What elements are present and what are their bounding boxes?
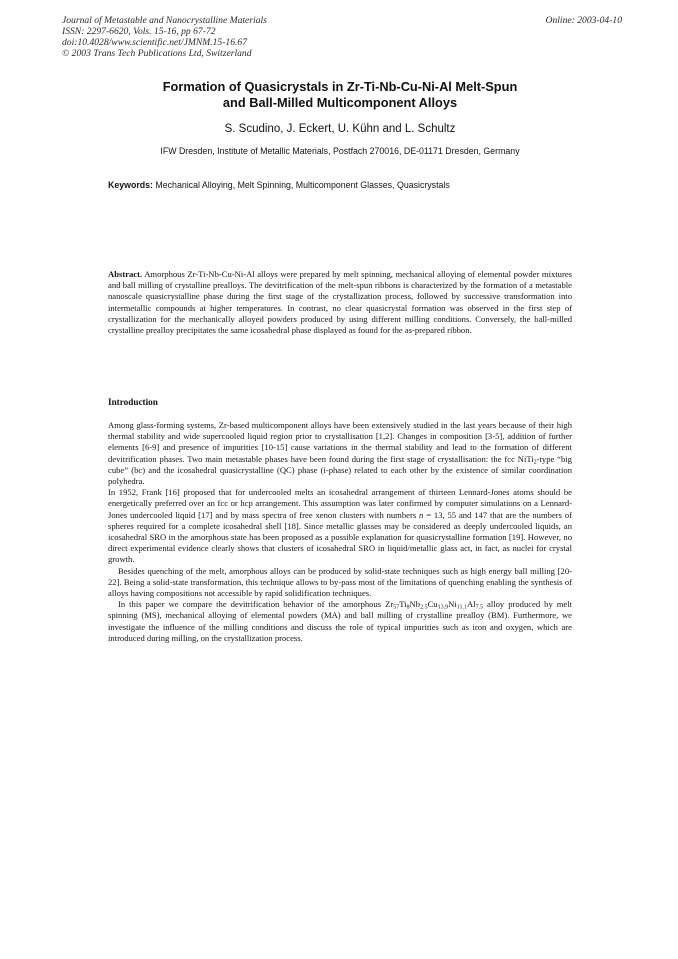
formula-element: Zr bbox=[385, 599, 394, 610]
formula-subscript: 7.5 bbox=[475, 604, 484, 611]
journal-line: Journal of Metastable and Nanocrystalline Materials bbox=[62, 15, 267, 26]
journal-info bbox=[62, 15, 462, 59]
abstract-label: Abstract. bbox=[108, 269, 143, 279]
alloy-formula bbox=[385, 599, 483, 609]
journal-line: © 2003 Trans Tech Publications Ltd, Switzerland bbox=[62, 48, 252, 59]
paragraph bbox=[108, 420, 572, 487]
abstract-text: Amorphous Zr-Ti-Nb-Cu-Ni-Al alloys were prepared by melt spinning, mechanical alloying of elemental powder mixtures and ball milling of crystalline prealloys. The devitrification of the melt-spun ribbons is characterized by the formation of a metastable nanoscale quasicrystalline phase during the first stage of the crystallization process, followed by successive transformation into intermetallic compounds at higher temperatures. In contrast, no clear quasicrystal formation was observed in the first step of crystallization for the mechanically alloyed powders produced by using different milling conditions. Conversely, the ball-milled crystalline prealloy precipitates the same icosahedral phase displayed as found for the as-prepared ribbon. bbox=[108, 269, 572, 336]
formula-element: Cu bbox=[427, 599, 438, 610]
paragraph-text: -type “big cube” (bc) and the icosahedral quasicrystalline (QC) phase (i-phase) related to each other by the existence of similar coordination polyhedra. bbox=[108, 453, 572, 487]
section-heading: Introduction bbox=[108, 397, 158, 407]
affiliation: IFW Dresden, Institute of Metallic Materials, Postfach 270016, DE-01171 Dresden, Germany bbox=[160, 146, 520, 156]
journal-line: ISSN: 2297-6620, Vols. 15-16, pp 67-72 bbox=[62, 26, 216, 37]
paragraph bbox=[108, 487, 572, 565]
paragraph-text: In this paper we compare the devitrification behavior of the amorphous bbox=[118, 599, 386, 610]
paper-title bbox=[70, 79, 610, 110]
keywords-label: Keywords: bbox=[108, 180, 153, 190]
formula-element: Ti bbox=[399, 599, 407, 610]
formula-subscript: 2.5 bbox=[420, 604, 428, 611]
authors: S. Scudino, J. Eckert, U. Kühn and L. Schultz bbox=[224, 123, 456, 135]
formula-subscript: 8 bbox=[406, 604, 410, 611]
abstract bbox=[108, 269, 572, 336]
paragraph-text: alloy produced by melt spinning (MS), mechanical alloying of elemental powders (MA) and ball milling of crystalline prealloy (BM). Furthermore, we investigate the influence of the milling conditions and discuss the role of typical impurities such as iron and oxygen, which are introduced during milling, on the crystallization process. bbox=[108, 599, 572, 643]
journal-line: doi:10.4028/www.scientific.net/JMNM.15-16.67 bbox=[62, 37, 248, 48]
formula-element: Ni bbox=[448, 599, 457, 610]
paragraph bbox=[108, 566, 572, 600]
formula-subscript: 57 bbox=[393, 604, 400, 611]
formula-subscript: 11.1 bbox=[456, 604, 467, 611]
title-line: Formation of Quasicrystals in Zr-Ti-Nb-Cu-Ni-Al Melt-Spun bbox=[162, 79, 518, 94]
title-line: and Ball-Milled Multicomponent Alloys bbox=[222, 94, 458, 110]
keywords bbox=[108, 180, 608, 191]
paragraph-text: In 1952, Frank [16] proposed that for undercooled melts an icosahedral arrangement of thirteen Lennard-Jones atoms should be energetically preferred over an fcc or hcp arrangement. This assumption was later confirmed by computer simulations on a Lennard-Jones undercooled liquid [17] and by mass spectra of free xenon clusters with numbers bbox=[108, 487, 572, 520]
paragraph bbox=[108, 599, 572, 644]
keywords-list: Mechanical Alloying, Melt Spinning, Multicomponent Glasses, Quasicrystals bbox=[152, 180, 450, 190]
paragraph-text: Besides quenching of the melt, amorphous alloys can be produced by solid-state techniques such as high energy ball milling [20-22]. Being a solid-state transformation, this technique allows to by-pass most of the limitations of quenching enabling the synthesis of alloys having compositions not accessible by rapid solidification techniques. bbox=[108, 565, 572, 599]
formula-element: Nb bbox=[409, 599, 421, 610]
paragraph-text: Among glass-forming systems, Zr-based multicomponent alloys have been extensively studied in the last years because of their high thermal stability and wide supercooled liquid region prior to crystallisation [1,2]. Changes in composition [3-5], addition of further elements [6-9] and presence of impurities [10-15] cause variations in the thermal stability and lead to the formation of different devitrification phases. Two main metastable phases have been found during the first stage of crystallisation: the fcc NiTi bbox=[108, 420, 572, 464]
math-variable: n bbox=[419, 509, 424, 520]
introduction-body bbox=[108, 420, 572, 644]
online-date: Online: 2003-04-10 bbox=[545, 15, 622, 26]
formula-subscript: 13.9 bbox=[437, 604, 449, 611]
subscript: 2 bbox=[533, 459, 537, 466]
paragraph-text: = 13, 55 and 147 that are the numbers of spheres required for a complete icosahedral shell [18]. Since metallic glasses may be considered as deeply undercooled liquids, an icosahedral SRO in the amorphous state has been proposed as a possible explanation for quasicrystalline formation [19]. However, no direct experimental evidence clearly shows that clusters of icosahedral SRO in liquid/metallic glass act, in fact, as nuclei for crystal growth. bbox=[108, 509, 572, 565]
formula-element: Al bbox=[466, 599, 476, 610]
